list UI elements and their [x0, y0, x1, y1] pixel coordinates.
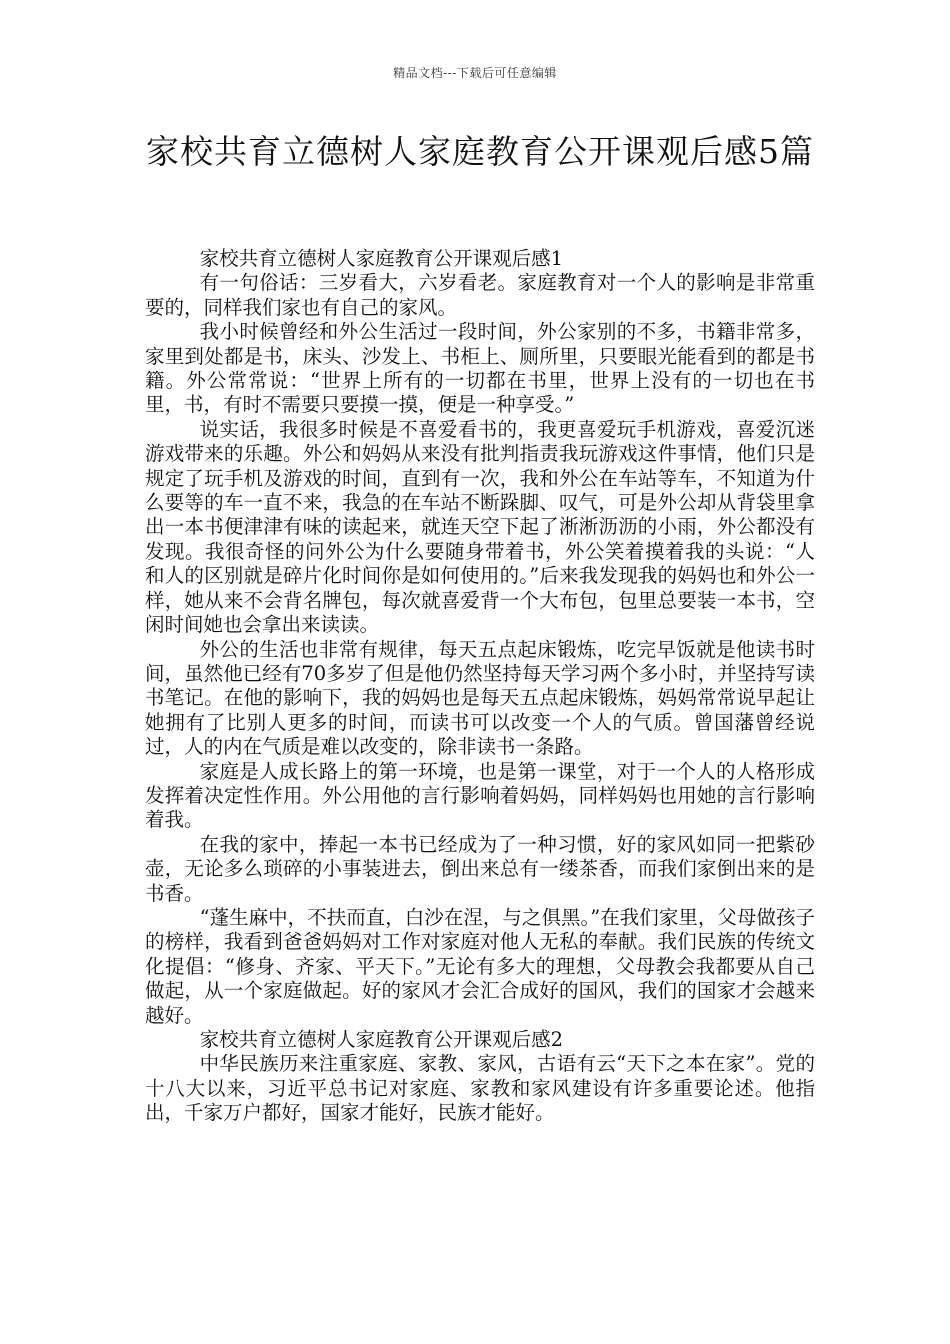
section-heading-1: 家校共育立德树人家庭教育公开课观后感1	[199, 247, 564, 270]
body-paragraph: 中华民族历来注重家庭、家教、家风，古语有云“天下之本在家”。党的十八大以来，习近平总书记对家庭、家教和家风建设有许多重要论述。他指出，千家万户都好，国家才能好，民族才能好。	[145, 1052, 815, 1125]
body-paragraph: “蓬生麻中，不扶而直，白沙在涅，与之俱黑。”在我们家里，父母做孩子的榜样，我看到爸爸妈妈对工作对家庭对他人无私的奉献。我们民族的传统文化提倡：“修身、齐家、平天下。”无论有多大的理想，父母教会我都要从自己做起，从一个家庭做起。好的家风才会汇合成好的国风，我们的国家才会越来越好。	[145, 905, 815, 1027]
section-heading-2: 家校共育立德树人家庭教育公开课观后感2	[199, 1028, 564, 1051]
document-body	[145, 247, 815, 1126]
document-title: 家校共育立德树人家庭教育公开课观后感5篇	[146, 132, 814, 171]
body-paragraph: 在我的家中，捧起一本书已经成为了一种习惯，好的家风如同一把紫砂壶，无论多么琐碎的小事装进去，倒出来总有一缕茶香，而我们家倒出来的是书香。	[145, 832, 815, 905]
body-paragraph: 我小时候曾经和外公生活过一段时间，外公家别的不多，书籍非常多，家里到处都是书，床头、沙发上、书柜上、厕所里，只要眼光能看到的都是书籍。外公常常说：“世界上所有的一切都在书里，世界上没有的一切也在书里，书，有时不需要只要摸一摸，便是一种享受。”	[145, 320, 815, 417]
body-paragraph: 说实话，我很多时候是不喜爱看书的，我更喜爱玩手机游戏，喜爱沉迷游戏带来的乐趣。外公和妈妈从来没有批判指责我玩游戏这件事情，他们只是规定了玩手机及游戏的时间，直到有一次，我和外公在车站等车，不知道为什么要等的车一直不来，我急的在车站不断跺脚、叹气，可是外公却从背袋里拿出一本书便津津有味的读起来，就连天空下起了淅淅沥沥的小雨，外公都没有发现。我很奇怪的问外公为什么要随身带着书，外公笑着摸着我的头说：“人和人的区别就是碎片化时间你是如何使用的。”后来我发现我的妈妈也和外公一样，她从来不会背名牌包，每次就喜爱背一个大布包，包里总要装一本书，空闲时间她也会拿出来读读。	[145, 417, 815, 637]
page-header-watermark: 精品文档---下载后可任意编辑	[393, 66, 557, 80]
body-paragraph: 外公的生活也非常有规律，每天五点起床锻炼，吃完早饭就是他读书时间，虽然他已经有70多岁了但是他仍然坚持每天学习两个多小时，并坚持写读书笔记。在他的影响下，我的妈妈也是每天五点起床锻炼，妈妈常常说早起让她拥有了比别人更多的时间，而读书可以改变一个人的气质。曾国藩曾经说过，人的内在气质是难以改变的，除非读书一条路。	[145, 637, 815, 759]
body-paragraph: 家庭是人成长路上的第一环境，也是第一课堂，对于一个人的人格形成发挥着决定性作用。外公用他的言行影响着妈妈，同样妈妈也用她的言行影响着我。	[145, 759, 815, 832]
body-paragraph: 有一句俗话：三岁看大，六岁看老。家庭教育对一个人的影响是非常重要的，同样我们家也有自己的家风。	[145, 271, 815, 319]
